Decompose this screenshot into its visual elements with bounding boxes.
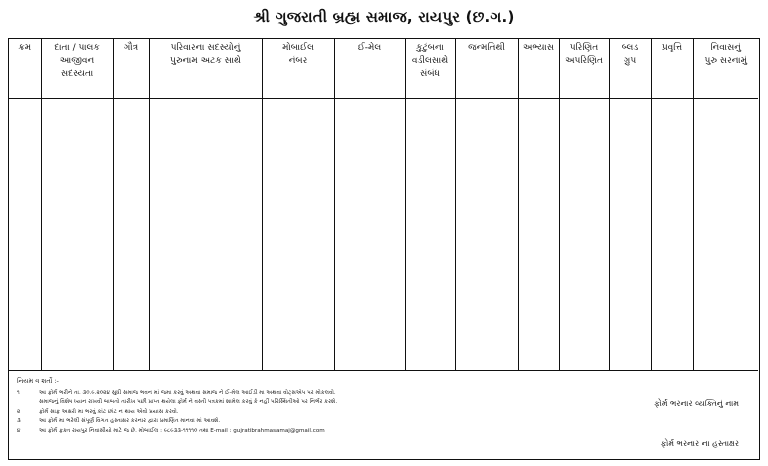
term-item: ૧ આ ફોર્મ ભરીને તા. ૩૦.૯.૨૦૨૪ સુધી સમાજ ભવન માં જમા કરવું અથવા સમાજ ને ઈ-મેલ આઈડી મા અથવા વોટ્સએપ પર મોકલવો. (17, 389, 336, 396)
form-frame (8, 38, 760, 460)
term-item: ૩ આ ફોર્મ મા ભરેલી સંપૂર્ણ વિગત હસ્તાક્ષર કરનાર દ્વારા પ્રમાણિત માનવા માં આવશે. (17, 418, 221, 424)
entry-cell[interactable] (609, 99, 651, 371)
term-item: સમાજનું વિશેષ ધ્યાન રાખવી બાબતો તારીખ પછી પ્રાપ્ત થયેલા ફોર્મ ને વસ્તી પત્રકમાં શામેલ કરવું કે નહીં પરિસ્થિતીઓ પર નિર્ભર કરશે. (39, 399, 338, 405)
filler-name-label: ફોર્મ ભરનાર વ્યક્તિનું નામ (654, 399, 739, 408)
col-header: નિવાસનું પુરુ સરનામું (693, 39, 758, 99)
entry-cell[interactable] (693, 99, 758, 371)
col-header: પરિણિત અપરિણિત (559, 39, 609, 99)
entry-cell[interactable] (41, 99, 113, 371)
col-header: દાતા / પાલક આજીવન સદસ્યતા (41, 39, 113, 99)
col-header: ક્રમ (9, 39, 41, 99)
entry-table (9, 39, 758, 371)
term-item: ૪ આ ફોર્મ ફક્ત રાયપુર નિવાસીયો માટે જ છે. મોબાઈલ : ૯૮૯૩૩-૧૧૧૧૦ તથા E-mail : gujratibrahmasamaj@gmail.com (17, 427, 325, 434)
entry-cell[interactable] (455, 99, 518, 371)
col-header: મોબાઈલ નંબર (262, 39, 334, 99)
col-header: ગૌત્ર (113, 39, 149, 99)
term-item: ૨ ફોર્મ સાફ અક્ષરો મા ભરવું કાંટ છાંટ ન થાય એવો પ્રયાસ કરવો. (17, 408, 179, 415)
entry-cell[interactable] (9, 99, 41, 371)
col-header: અભ્યાસ (518, 39, 559, 99)
col-header: પ્રવૃત્તિ (651, 39, 693, 99)
terms-section (17, 377, 617, 436)
entry-cell[interactable] (559, 99, 609, 371)
entry-cell[interactable] (405, 99, 455, 371)
terms-heading: નિયમ વ શર્તો :- (17, 377, 59, 385)
entry-cell[interactable] (334, 99, 405, 371)
col-header: ઈ-મેલ (334, 39, 405, 99)
col-header: પરિવારના સદસ્યોનું પુરુનામ અટક સાથે (149, 39, 262, 99)
form-title: શ્રી ગુજરાતી બ્રહ્મ સમાજ, રાયપુર (છ.ગ.) (253, 8, 515, 26)
entry-cell[interactable] (113, 99, 149, 371)
header-row (9, 39, 758, 99)
filler-signature-label: ફોર્મ ભરનાર ના હસ્તાક્ષર (660, 439, 739, 448)
entry-cell[interactable] (651, 99, 693, 371)
entry-row (9, 99, 758, 371)
col-header: જન્મતિથી (455, 39, 518, 99)
col-header: કુટુંબના વડીલસાથે સંબંધ (405, 39, 455, 99)
entry-cell[interactable] (262, 99, 334, 371)
col-header: બ્લડ ગ્રુપ (609, 39, 651, 99)
entry-cell[interactable] (149, 99, 262, 371)
entry-cell[interactable] (518, 99, 559, 371)
